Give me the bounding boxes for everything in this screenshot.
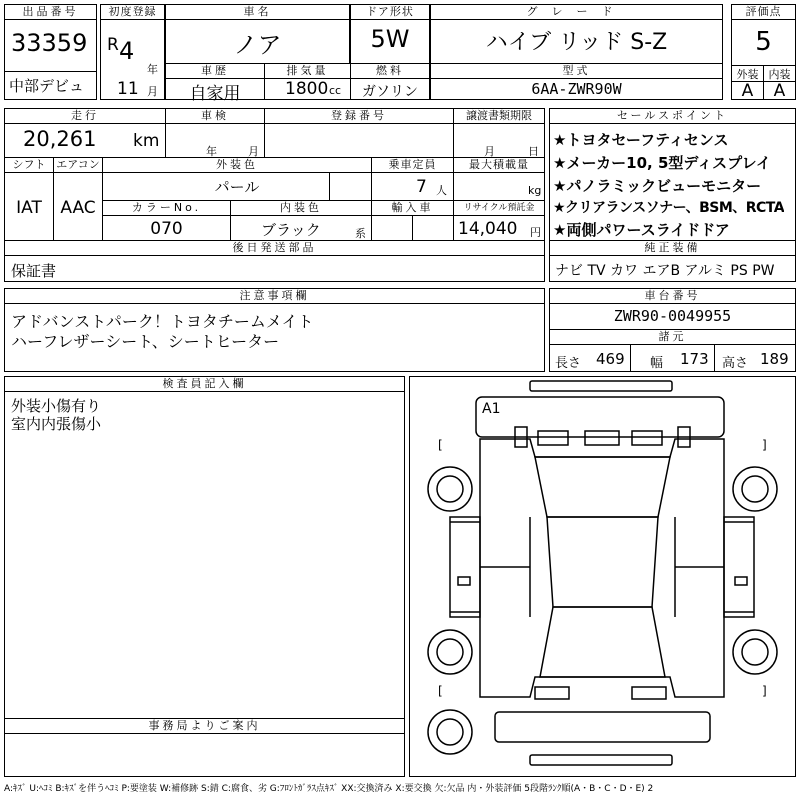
later-parts-value: 保証書 [11, 262, 57, 280]
ac-header: エアコン [54, 158, 102, 173]
transfer-month-unit: 月 [484, 145, 495, 158]
office-box [4, 718, 405, 777]
color-no-box [102, 200, 231, 241]
later-parts-box [4, 240, 545, 282]
venue-label: 中部デビュ [9, 77, 85, 95]
history-value: 自家用 [189, 84, 241, 104]
fuel-header: 燃料 [351, 64, 429, 79]
inspector-box [4, 376, 405, 719]
inspector-header: 検査員記入欄 [5, 377, 404, 392]
sales-point-item: ★両側パワースライドドア [553, 221, 730, 239]
lot-number: 33359 [11, 29, 88, 57]
bracket-left: [ [438, 684, 443, 698]
recycle-value: 14,040 [458, 219, 518, 239]
model-box [430, 63, 723, 100]
bracket-right: ] [762, 438, 767, 452]
sales-point-item: ★トヨタセーフティセンス [553, 131, 729, 149]
transfer-box [453, 108, 545, 158]
overall-score: 5 [755, 27, 772, 57]
fuel-box [350, 63, 430, 100]
displacement-box [264, 63, 351, 100]
lot-box [4, 4, 97, 100]
max-load-box [453, 157, 545, 201]
equipment-box [549, 240, 796, 282]
capacity-unit: 人 [436, 184, 447, 197]
notes-box [4, 288, 545, 372]
plate-box [264, 108, 454, 158]
first-reg-header: 初度登録 [101, 5, 164, 20]
notes-line: ハーフレザーシート、シートヒーター [11, 332, 280, 351]
inspector-line: 外装小傷有り [11, 397, 102, 415]
length-value: 469 [596, 350, 625, 368]
sales-point-item: ★パノラミックビューモニター [553, 177, 762, 195]
shift-value: IAT [16, 198, 42, 218]
history-header: 車歴 [166, 64, 264, 79]
grade-name: ハイブ リッド S-Z [485, 30, 668, 55]
displacement-header: 排気量 [265, 64, 350, 79]
ext-score: A [741, 81, 754, 101]
recycle-box [453, 200, 545, 241]
grade-header: グレード [431, 5, 722, 20]
width-value: 173 [680, 350, 709, 368]
fuel-value: ガソリン [362, 84, 418, 100]
score-header: 評価点 [732, 5, 795, 20]
ac-value: AAC [60, 198, 96, 218]
ext-color-header: 外装色 [103, 158, 371, 173]
equipment-value: ナビ TV カワ エアB アルミ PS PW [555, 263, 775, 279]
ext-color-value: パール [214, 178, 260, 196]
height-label: 高さ [722, 356, 749, 371]
damage-mark: A1 [482, 401, 501, 417]
inspection-box [165, 108, 265, 158]
chassis-number: ZWR90-0049955 [613, 307, 732, 325]
office-header: 事務局よりご案内 [5, 719, 404, 734]
notes-header: 注意事項欄 [5, 289, 544, 304]
import-header: 輸入車 [372, 201, 453, 216]
int-color-box [230, 200, 372, 241]
equipment-header: 純正装備 [550, 241, 795, 256]
mileage-unit: km [133, 131, 160, 151]
width-label: 幅 [650, 356, 664, 371]
transfer-header: 譲渡書類期限 [454, 109, 544, 124]
model-code: 6AA-ZWR90W [531, 80, 622, 98]
ext-score-header: 外装 [736, 68, 759, 81]
shift-header: シフト [5, 158, 53, 173]
capacity-value: 7 [416, 177, 427, 197]
length-label: 長さ [555, 356, 582, 371]
capacity-header: 乗車定員 [372, 158, 453, 173]
int-color-header: 内装色 [231, 201, 371, 216]
shift-box [4, 157, 54, 241]
bracket-right: ] [762, 684, 767, 698]
mileage-box [4, 108, 166, 158]
month-unit: 月 [147, 85, 158, 98]
int-color-value: ブラック [261, 221, 321, 239]
ext-color-box [102, 157, 372, 201]
car-diagram-svg [410, 377, 795, 776]
grade-box [430, 4, 723, 64]
inspection-header: 車検 [166, 109, 264, 124]
max-load-header: 最大積載量 [454, 158, 544, 173]
displacement-unit: cc [329, 84, 342, 97]
chassis-header: 車台番号 [550, 289, 795, 304]
first-reg-box [100, 4, 165, 100]
model-header: 型式 [431, 64, 722, 79]
door-header: ドア形状 [351, 5, 429, 20]
recycle-unit: 円 [530, 226, 541, 239]
displacement-value: 1800 [285, 79, 329, 99]
color-no-header: カラーNo. [103, 201, 230, 216]
int-score-header: 内装 [768, 68, 791, 81]
mileage-value: 20,261 [23, 127, 97, 151]
int-color-suffix: 系 [355, 227, 366, 240]
notes-line: アドバンストパーク！トヨタチームメイト [11, 312, 314, 331]
sales-points-box [549, 108, 796, 241]
reg-month: 11 [117, 79, 139, 99]
door-type: 5W [370, 25, 410, 53]
capacity-box [371, 157, 454, 201]
door-box [350, 4, 430, 64]
history-box [165, 63, 265, 104]
dims-header: 諸元 [550, 330, 795, 345]
reg-year: 4 [119, 37, 135, 65]
sales-points-header: セールスポイント [550, 109, 795, 124]
bracket-left: [ [438, 438, 443, 452]
year-unit: 年 [147, 63, 158, 76]
transfer-day-unit: 日 [528, 145, 539, 158]
era-label: R [107, 35, 119, 55]
car-name: ノア [233, 31, 282, 59]
color-no-value: 070 [150, 219, 183, 239]
inspection-year-unit: 年 [206, 145, 217, 158]
plate-header: 登録番号 [265, 109, 453, 124]
import-box [371, 200, 454, 241]
dims-box [549, 329, 796, 372]
height-value: 189 [760, 350, 789, 368]
sales-point-item: ★クリアランスソナー、BSM、RCTA [553, 200, 785, 216]
car-name-box [165, 4, 350, 64]
legend-text: A:ｷｽﾞ U:ﾍｺﾐ B:ｷｽﾞを伴うﾍｺﾐ P:要塗装 W:補修跡 S:錆 C:腐食、劣 G:ﾌﾛﾝﾄｶﾞﾗｽ点ｷｽﾞ XX:交換済み X:要交換 欠:欠品 内・外装評価 5段階ﾗﾝｸ順(A・B・C・D・E) 2 [4, 784, 654, 794]
lot-header: 出品番号 [5, 5, 96, 20]
int-score: A [773, 81, 786, 101]
score-box [731, 4, 796, 100]
mileage-header: 走行 [5, 109, 165, 124]
car-diagram [409, 376, 796, 777]
inspector-line: 室内内張傷小 [11, 415, 102, 433]
recycle-header: リサイクル預託金 [454, 201, 544, 216]
max-load-unit: kg [528, 184, 542, 197]
ac-box [53, 157, 103, 241]
later-parts-header: 後日発送部品 [5, 241, 544, 256]
chassis-box [549, 288, 796, 330]
sales-point-item: ★メーカー10, 5型ディスプレイ [553, 154, 771, 172]
inspection-month-unit: 月 [248, 145, 259, 158]
car-name-header: 車名 [166, 5, 349, 20]
